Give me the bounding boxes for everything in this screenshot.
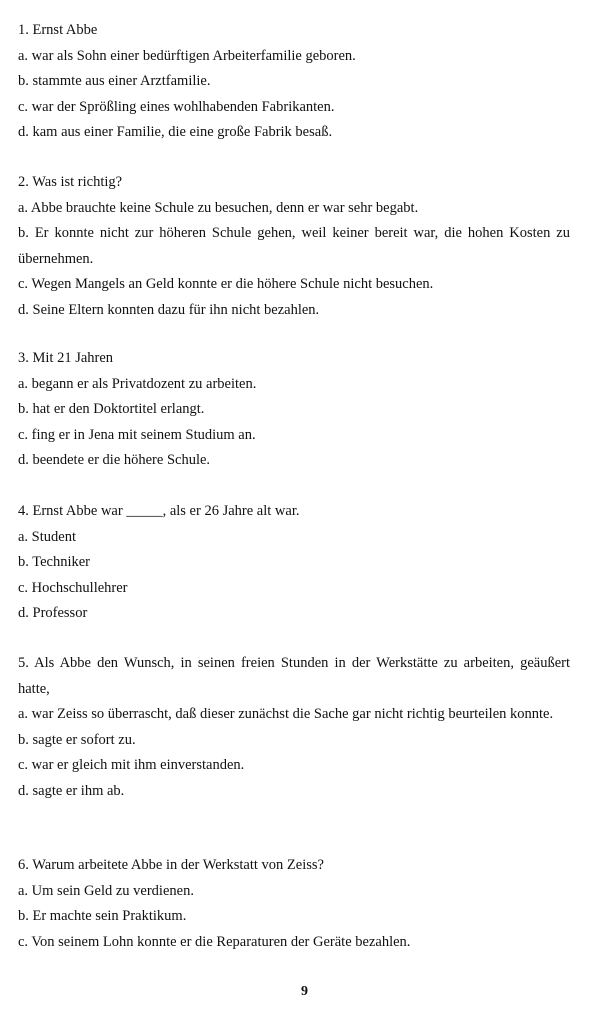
question-2 xyxy=(18,170,570,323)
answer-option: b. Er machte sein Praktikum. xyxy=(18,908,187,924)
answer-option: b. stammte aus einer Arztfamilie. xyxy=(18,73,211,89)
question-3 xyxy=(18,346,570,474)
answer-option: b. sagte er sofort zu. xyxy=(18,731,136,748)
answer-option: d. sagte er ihm ab. xyxy=(18,782,125,799)
question-stem: 5. Als Abbe den Wunsch, in seinen freien Stunden in der Werkstätte zu arbeiten, geäußert hatte, xyxy=(18,655,570,697)
answer-option: a. begann er als Privatdozent zu arbeiten. xyxy=(18,375,257,392)
question-stem: 4. Ernst Abbe war _____, als er 26 Jahre alt war. xyxy=(18,503,300,519)
answer-option: d. Professor xyxy=(18,605,88,621)
answer-option: a. Um sein Geld zu verdienen. xyxy=(18,882,194,899)
answer-option: c. war der Sprößling eines wohlhabenden Fabrikanten. xyxy=(18,98,335,115)
answer-option: a. war Zeiss so überrascht, daß dieser zunächst die Sache gar nicht richtig beurteilen konnte. xyxy=(18,706,554,722)
answer-option: a. war als Sohn einer bedürftigen Arbeiterfamilie geboren. xyxy=(18,47,356,64)
answer-option: b. Er konnte nicht zur höheren Schule gehen, weil keiner bereit war, die hohen Kosten zu übernehmen. xyxy=(18,225,570,267)
answer-option: b. Techniker xyxy=(18,554,90,570)
question-stem: 2. Was ist richtig? xyxy=(18,174,123,190)
question-stem: 6. Warum arbeitete Abbe in der Werkstatt von Zeiss? xyxy=(18,857,324,873)
answer-option: c. Wegen Mangels an Geld konnte er die höhere Schule nicht besuchen. xyxy=(18,276,434,292)
answer-option: c. war er gleich mit ihm einverstanden. xyxy=(18,757,245,773)
answer-option: d. beendete er die höhere Schule. xyxy=(18,452,211,468)
question-stem: 1. Ernst Abbe xyxy=(18,22,98,38)
answer-option: a. Student xyxy=(18,528,76,545)
answer-option: b. hat er den Doktortitel erlangt. xyxy=(18,401,205,417)
question-1 xyxy=(18,18,570,146)
answer-option: c. fing er in Jena mit seinem Studium an. xyxy=(18,426,256,443)
question-6 xyxy=(18,853,570,955)
answer-option: c. Hochschullehrer xyxy=(18,579,128,596)
answer-option: c. Von seinem Lohn konnte er die Reparaturen der Geräte bezahlen. xyxy=(18,933,411,950)
answer-option: d. kam aus einer Familie, die eine große Fabrik besaß. xyxy=(18,124,333,140)
question-5 xyxy=(18,651,570,804)
answer-option: a. Abbe brauchte keine Schule zu besuchen, denn er war sehr begabt. xyxy=(18,199,419,216)
question-4 xyxy=(18,499,570,627)
answer-option: d. Seine Eltern konnten dazu für ihn nicht bezahlen. xyxy=(18,301,320,318)
page-number: 9 xyxy=(301,984,308,999)
question-stem: 3. Mit 21 Jahren xyxy=(18,350,114,366)
